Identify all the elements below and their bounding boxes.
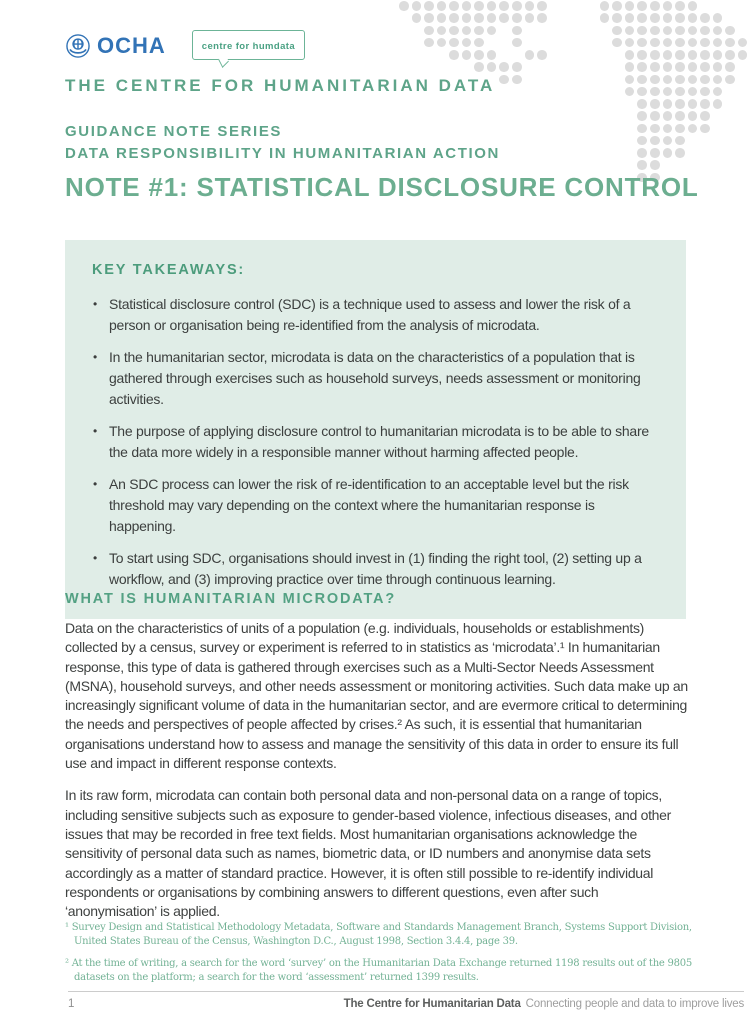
footnote-1: ¹ Survey Design and Statistical Methodology Metadata, Software and Standards Management Branch, Systems Support Division, United States Bureau of the Census, Washington D.C., August 1998, Section 3.4.4, page 39.: [65, 922, 692, 947]
key-takeaways-heading: KEY TAKEAWAYS:: [92, 262, 246, 278]
key-takeaways-box: [65, 240, 686, 619]
series-line-1: GUIDANCE NOTE SERIES: [65, 123, 283, 140]
site-title: THE CENTRE FOR HUMANITARIAN DATA: [65, 76, 496, 95]
takeaway-item: • In the humanitarian sector, microdata is data on the characteristics of a population that is gathered through exercises such as household surveys, needs assessment or monitoring activities.: [92, 347, 660, 410]
series-headings: [65, 121, 500, 165]
logo-row: [65, 31, 305, 61]
takeaway-item: • The purpose of applying disclosure control to humanitarian microdata is to be able to share the data more widely in a responsible manner without harming affected people.: [92, 421, 660, 463]
footer-tagline-text: Connecting people and data to improve lives: [525, 998, 744, 1010]
footnotes: [65, 921, 697, 993]
footer-tagline: [344, 998, 744, 1010]
un-emblem-icon: [65, 33, 91, 59]
footnote-2: ² At the time of writing, a search for the word ‘survey’ on the Humanitarian Data Exchange returned 1198 results out of the 9805 datasets on the platform; a search for the word ‘assessment’ returned 1399 results.: [65, 958, 692, 983]
series-line-2: DATA RESPONSIBILITY IN HUMANITARIAN ACTION: [65, 145, 500, 162]
takeaway-item: • An SDC process can lower the risk of re-identification to an acceptable level but the risk threshold may vary depending on the context where the humanitarian response is happening.: [92, 474, 660, 537]
section-what-is-microdata: [65, 591, 688, 934]
speech-bubble-tail: [219, 53, 230, 68]
takeaway-item: • Statistical disclosure control (SDC) is a technique used to assess and lower the risk of a person or organisation being re-identified from the analysis of microdata.: [92, 294, 660, 336]
page-footer: [68, 998, 744, 1010]
body-paragraph: In its raw form, microdata can contain both personal data and non-personal data on a range of topics, including sensitive subjects such as exposure to gender-based violence, infectious diseases, and other issues that may be recorded in free text fields. Most humanitarian organisations acknowledge the sensitivity of personal data such as names, biometric data, or ID numbers and anonymise data sets accordingly as a matter of standard practice. However, it is often still possible to re-identify individual respondents or organisations by combining answers to different questions, even after such ‘anonymisation’ is applied.: [65, 787, 672, 920]
humdata-badge-label: centre for humdata: [201, 41, 296, 52]
page-number: 1: [68, 998, 75, 1010]
section-heading: WHAT IS HUMANITARIAN MICRODATA?: [65, 591, 396, 607]
footer-divider: [68, 991, 744, 992]
body-paragraph: Data on the characteristics of units of a population (e.g. individuals, households or establishments) collected by a census, survey or experiment is referred to in statistics as ‘microdata’.¹ In humanitarian response, this type of data is gathered through exercises such as a Multi-Sector Needs Assessment (MSNA), household surveys, and other needs assessment or monitoring activities. Such data make up an increasingly significant volume of data in the humanitarian sector, and are evermore critical to determining the needs and perspectives of people affected by crises.² As such, it is essential that humanitarian organisations understand how to assess and manage the sensitivity of this data in order to ensure its full use and impact in different response contexts.: [65, 620, 688, 772]
ocha-wordmark: OCHA: [97, 33, 166, 58]
humdata-badge: [192, 30, 305, 60]
footer-brand: The Centre for Humanitarian Data: [343, 998, 521, 1010]
key-takeaways-list: [92, 294, 660, 590]
note-title: NOTE #1: STATISTICAL DISCLOSURE CONTROL: [65, 172, 699, 202]
takeaway-item: • To start using SDC, organisations should invest in (1) finding the right tool, (2) setting up a workflow, and (3) improving practice over time through continuous learning.: [92, 548, 660, 590]
